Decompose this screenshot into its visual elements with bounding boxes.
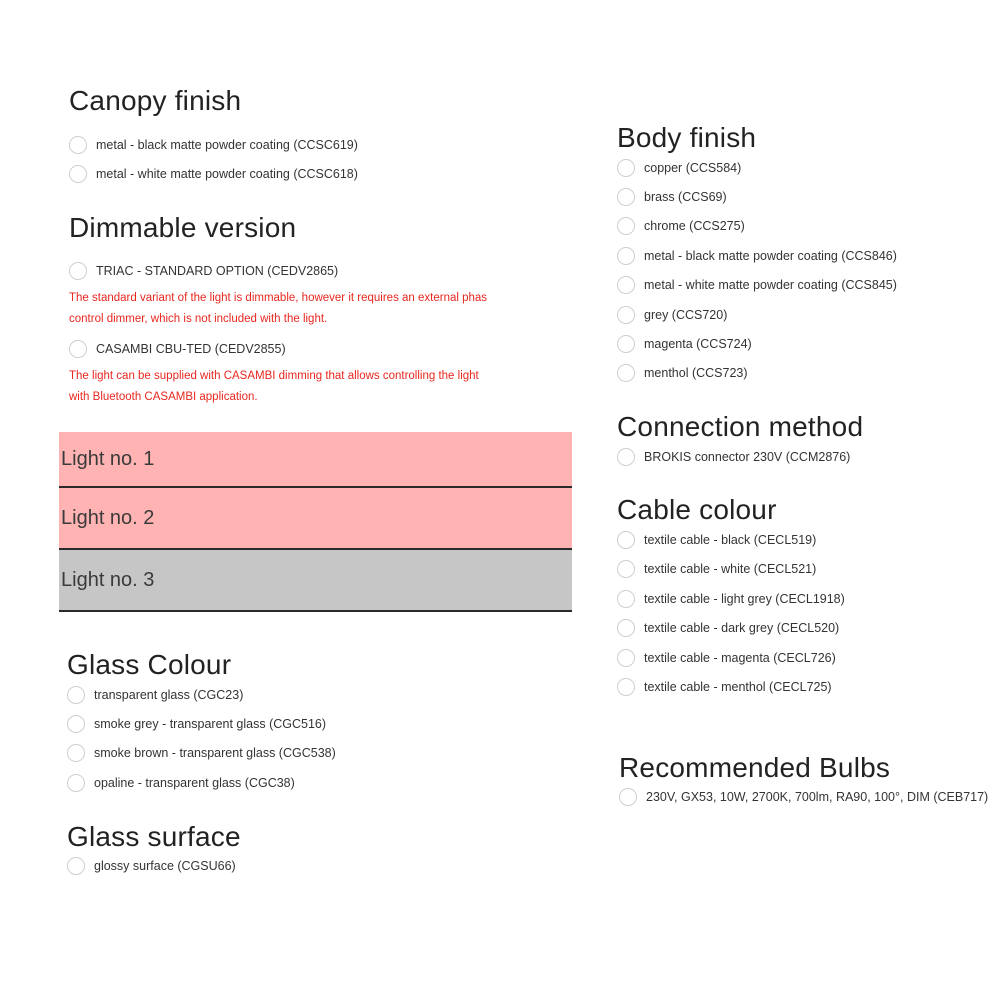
radio-button[interactable] bbox=[67, 857, 85, 875]
radio-button[interactable] bbox=[617, 678, 635, 696]
light-tab-label: Light no. 2 bbox=[61, 506, 155, 529]
radio-button[interactable] bbox=[617, 188, 635, 206]
glass-colour-option-opaline[interactable] bbox=[67, 774, 295, 792]
body-option-magenta[interactable] bbox=[617, 335, 752, 353]
note-line: with Bluetooth CASAMBI application. bbox=[69, 391, 258, 403]
radio-button[interactable] bbox=[617, 217, 635, 235]
option-label: textile cable - black (CECL519) bbox=[644, 533, 817, 547]
option-label: metal - white matte powder coating (CCSC618) bbox=[96, 167, 358, 181]
option-label: metal - white matte powder coating (CCS845) bbox=[644, 278, 897, 292]
radio-button[interactable] bbox=[617, 448, 635, 466]
radio-button[interactable] bbox=[617, 159, 635, 177]
option-label: BROKIS connector 230V (CCM2876) bbox=[644, 450, 851, 464]
option-label: textile cable - menthol (CECL725) bbox=[644, 680, 832, 694]
option-label: textile cable - dark grey (CECL520) bbox=[644, 621, 840, 635]
body-option-menthol[interactable] bbox=[617, 364, 748, 382]
glass-surface-heading: Glass surface bbox=[67, 821, 241, 852]
light-selector bbox=[59, 432, 572, 612]
option-label: 230V, GX53, 10W, 2700K, 700lm, RA90, 100°, DIM (CEB717) bbox=[646, 790, 989, 804]
body-finish-heading: Body finish bbox=[617, 122, 757, 153]
cable-option-menthol[interactable] bbox=[617, 678, 832, 696]
dimmable-option-casambi[interactable] bbox=[69, 340, 286, 358]
cable-option-magenta[interactable] bbox=[617, 649, 836, 667]
light-tab-label: Light no. 1 bbox=[61, 447, 155, 470]
option-label: chrome (CCS275) bbox=[644, 219, 745, 233]
option-label: smoke brown - transparent glass (CGC538) bbox=[94, 746, 336, 760]
option-label: TRIAC - STANDARD OPTION (CEDV2865) bbox=[96, 264, 339, 278]
note-line: The standard variant of the light is dimmable, however it requires an external phas bbox=[69, 292, 488, 304]
option-label: brass (CCS69) bbox=[644, 190, 727, 204]
connection-method-heading: Connection method bbox=[617, 411, 864, 442]
radio-button[interactable] bbox=[69, 340, 87, 358]
option-label: grey (CCS720) bbox=[644, 308, 728, 322]
radio-button[interactable] bbox=[617, 619, 635, 637]
note-line: control dimmer, which is not included with the light. bbox=[69, 313, 328, 325]
canopy-finish-heading: Canopy finish bbox=[69, 85, 242, 116]
light-tab-2[interactable] bbox=[59, 488, 572, 550]
option-label: transparent glass (CGC23) bbox=[94, 688, 244, 702]
dimmable-version-heading: Dimmable version bbox=[69, 212, 297, 243]
body-option-black-matte[interactable] bbox=[617, 247, 897, 265]
body-option-copper[interactable] bbox=[617, 159, 741, 177]
radio-button[interactable] bbox=[67, 744, 85, 762]
radio-button[interactable] bbox=[617, 335, 635, 353]
cable-colour-heading: Cable colour bbox=[617, 494, 777, 525]
canopy-option-black[interactable] bbox=[69, 136, 358, 154]
radio-button[interactable] bbox=[617, 364, 635, 382]
radio-button[interactable] bbox=[617, 531, 635, 549]
option-label: textile cable - light grey (CECL1918) bbox=[644, 592, 845, 606]
recommended-bulbs-heading: Recommended Bulbs bbox=[619, 752, 891, 783]
bulb-option-ceb717[interactable] bbox=[619, 788, 988, 806]
cable-option-light-grey[interactable] bbox=[617, 590, 845, 608]
body-option-brass[interactable] bbox=[617, 188, 727, 206]
radio-button[interactable] bbox=[69, 165, 87, 183]
body-option-grey[interactable] bbox=[617, 306, 727, 324]
radio-button[interactable] bbox=[617, 649, 635, 667]
radio-button[interactable] bbox=[617, 306, 635, 324]
option-label: magenta (CCS724) bbox=[644, 337, 752, 351]
radio-button[interactable] bbox=[617, 276, 635, 294]
dimmable-option-triac[interactable] bbox=[69, 262, 338, 280]
light-tab-label: Light no. 3 bbox=[61, 568, 155, 591]
option-label: opaline - transparent glass (CGC38) bbox=[94, 776, 295, 790]
option-label: metal - black matte powder coating (CCSC619) bbox=[96, 138, 358, 152]
body-option-chrome[interactable] bbox=[617, 217, 745, 235]
radio-button[interactable] bbox=[617, 590, 635, 608]
body-option-white-matte[interactable] bbox=[617, 276, 897, 294]
glass-colour-option-transparent[interactable] bbox=[67, 686, 243, 704]
radio-button[interactable] bbox=[617, 560, 635, 578]
cable-option-dark-grey[interactable] bbox=[617, 619, 839, 637]
option-label: CASAMBI CBU-TED (CEDV2855) bbox=[96, 342, 286, 356]
radio-button[interactable] bbox=[619, 788, 637, 806]
option-label: metal - black matte powder coating (CCS846) bbox=[644, 249, 897, 263]
option-label: textile cable - magenta (CECL726) bbox=[644, 651, 836, 665]
radio-button[interactable] bbox=[69, 262, 87, 280]
option-label: menthol (CCS723) bbox=[644, 366, 748, 380]
glass-colour-option-smoke-brown[interactable] bbox=[67, 744, 336, 762]
radio-button[interactable] bbox=[617, 247, 635, 265]
casambi-note bbox=[69, 366, 499, 408]
radio-button[interactable] bbox=[67, 715, 85, 733]
radio-button[interactable] bbox=[67, 774, 85, 792]
note-line: The light can be supplied with CASAMBI dimming that allows controlling the light bbox=[69, 370, 479, 382]
connection-option-brokis[interactable] bbox=[617, 448, 850, 466]
radio-button[interactable] bbox=[69, 136, 87, 154]
glass-surface-option-glossy[interactable] bbox=[67, 857, 236, 875]
option-label: smoke grey - transparent glass (CGC516) bbox=[94, 717, 327, 731]
light-tab-1[interactable] bbox=[59, 432, 572, 488]
radio-button[interactable] bbox=[67, 686, 85, 704]
glass-colour-option-smoke-grey[interactable] bbox=[67, 715, 326, 733]
cable-option-white[interactable] bbox=[617, 560, 816, 578]
option-label: copper (CCS584) bbox=[644, 161, 742, 175]
triac-note bbox=[69, 288, 499, 330]
canopy-option-white[interactable] bbox=[69, 165, 358, 183]
light-tab-3[interactable] bbox=[59, 550, 572, 612]
option-label: textile cable - white (CECL521) bbox=[644, 562, 817, 576]
option-label: glossy surface (CGSU66) bbox=[94, 859, 236, 873]
glass-colour-heading: Glass Colour bbox=[67, 649, 232, 680]
cable-option-black[interactable] bbox=[617, 531, 816, 549]
